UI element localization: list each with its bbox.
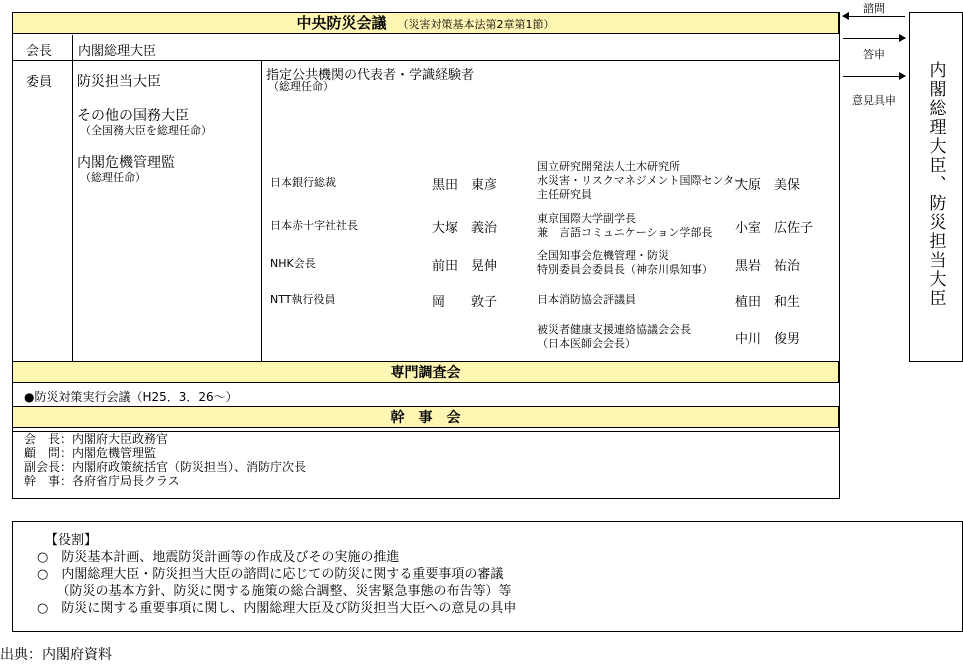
pm-box: [909, 12, 963, 362]
divider: [261, 61, 262, 361]
position-line: 全国知事会危機管理・防災: [537, 249, 669, 262]
position-line: （日本医師会会長）: [537, 337, 636, 350]
member-position: 日本赤十字社社長: [270, 219, 358, 232]
member-position: [537, 160, 745, 202]
member-name: 植田 和生: [735, 295, 801, 310]
designated-title: 指定公共機関の代表者・学識経験者: [266, 68, 475, 83]
divider: [72, 35, 73, 361]
divider: [12, 60, 839, 61]
pm-box-text: 内閣総理大臣、防災担当大臣: [925, 61, 946, 308]
minister-note: （総理任命）: [80, 171, 146, 184]
role-item: ○ 内閣総理大臣・防災担当大臣の諮問に応じての防災に関する重要事項の審議: [37, 567, 504, 582]
report-arrow: [843, 38, 905, 39]
position-line: 兼 言語コミュニケーション学部長: [537, 226, 713, 239]
member-position: 日本銀行総裁: [270, 176, 336, 189]
minister-name: 内閣危機管理監: [77, 155, 175, 171]
members-label: 委員: [26, 75, 53, 90]
position-line: 主任研究員: [537, 188, 592, 201]
council-title: 中央防災会議: [296, 14, 387, 32]
member-name: 前田 晃伸: [432, 259, 498, 274]
council-subtitle: （災害対策基本法第2章第1節）: [397, 18, 555, 31]
opinion-arrow: [843, 76, 905, 77]
source-note: 出典：内閣府資料: [0, 647, 112, 663]
member-name: 小室 広佐子: [735, 221, 814, 236]
secretariat-line: 副会長：内閣府政策統括官（防災担当）、消防庁次長: [24, 460, 307, 474]
secretariat-box: [12, 406, 840, 499]
consult-arrow: [843, 16, 905, 17]
roles-title: 【役割】: [45, 533, 98, 548]
member-name: 大原 美保: [735, 178, 801, 193]
council-title-bar: [12, 12, 839, 34]
consult-label: 諮問: [863, 2, 885, 15]
member-position: NHK会長: [270, 257, 316, 270]
member-name: 大塚 義治: [432, 221, 498, 236]
member-name: 岡 敦子: [432, 295, 498, 310]
member-name: 中川 俊男: [735, 332, 801, 347]
secretariat-line: 会 長：内閣府大臣政務官: [24, 432, 169, 446]
report-label: 答申: [863, 48, 885, 61]
position-line: 日本消防協会評議員: [537, 293, 636, 306]
roles-list: [37, 549, 962, 617]
position-line: 水災害・リスクマネジメント国際センター: [537, 174, 746, 187]
role-item: ○ 防災基本計画、地震防災計画等の作成及びその実施の推進: [37, 550, 400, 565]
member-position: [537, 249, 713, 277]
chair-label: 会長: [26, 44, 53, 59]
roles-box: [12, 521, 963, 632]
minister-note: （全国務大臣を総理任命）: [80, 124, 212, 137]
position-line: 国立研究開発法人土木研究所: [537, 160, 680, 173]
member-position: [537, 293, 636, 307]
position-line: 東京国際大学副学長: [537, 212, 636, 225]
minister-name: 防災担当大臣: [77, 74, 161, 90]
secretariat-title: 幹 事 会: [390, 410, 461, 426]
position-line: 特別委員会委員長（神奈川県知事）: [537, 263, 713, 276]
position-line: 被災者健康支援連絡協議会会長: [537, 323, 691, 336]
expert-title-bar: [12, 361, 839, 383]
member-name: 黒岩 祐治: [735, 259, 801, 274]
member-position: [537, 212, 712, 240]
designated-note: （総理任命）: [268, 80, 334, 93]
member-position: NTT執行役員: [270, 293, 336, 306]
member-name: 黒田 東彦: [432, 178, 498, 193]
expert-item: ●防災対策実行会議（H25．3．26〜）: [24, 390, 238, 404]
role-item: ○ 防災に関する重要事項に関し、内閣総理大臣及び防災担当大臣への意見の具申: [37, 601, 517, 616]
member-position: [537, 323, 691, 351]
secretariat-line: 幹 事：各府省庁局長クラス: [24, 474, 180, 488]
secretariat-line: 顧 問：内閣危機管理監: [24, 446, 157, 460]
minister-name: その他の国務大臣: [77, 108, 189, 124]
opinion-label: 意見具申: [852, 94, 896, 107]
chair-name: 内閣総理大臣: [78, 44, 157, 59]
role-item: （防災の基本方針、防災に関する施策の総合調整、災害緊急事態の布告等）等: [37, 584, 512, 599]
expert-title: 専門調査会: [390, 365, 461, 381]
